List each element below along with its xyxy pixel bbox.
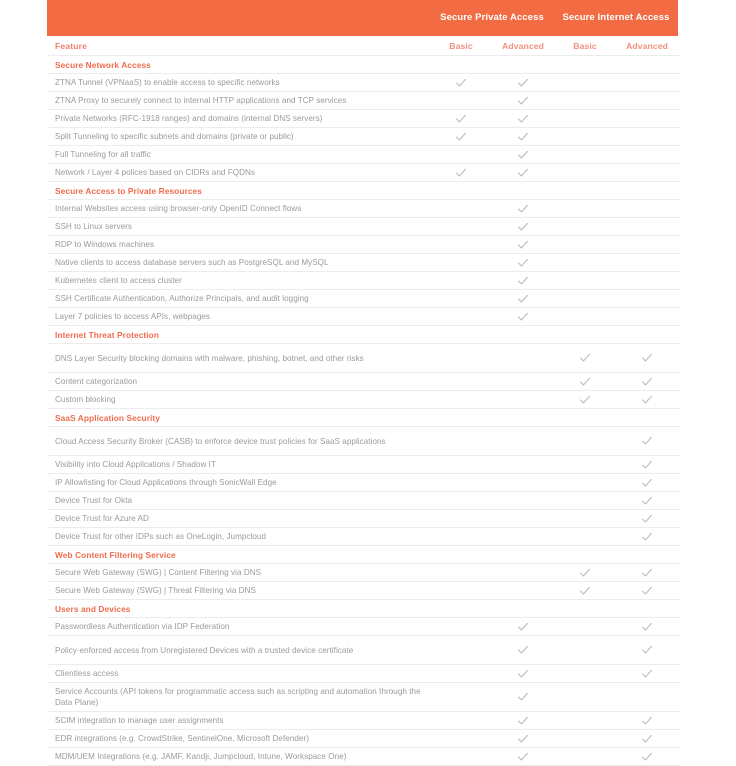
cell-spa-advanced [492, 149, 554, 161]
check-icon [641, 531, 653, 543]
check-icon [579, 376, 591, 388]
check-icon [517, 203, 529, 215]
check-icon [517, 77, 529, 89]
check-icon [455, 113, 467, 125]
feature-name: Private Networks (RFC-1918 ranges) and domains (internal DNS servers) [55, 114, 323, 123]
feature-name: SSH Certificate Authentication, Authorize Principals, and audit logging [55, 294, 309, 303]
group-header-secure-internet-access: Secure Internet Access [562, 12, 670, 24]
feature-name: ZTNA Proxy to securely connect to internal HTTP applications and TCP services [55, 96, 347, 105]
table-row [47, 254, 680, 272]
cell-spa-basic [430, 113, 492, 125]
cell-sia-advanced [616, 733, 678, 745]
table-row [47, 665, 680, 683]
feature-name: SSH to Linux servers [55, 222, 133, 231]
check-icon [641, 394, 653, 406]
feature-name: Custom blocking [55, 395, 116, 404]
feature-name: DNS Layer Security blocking domains with malware, phishing, botnet, and other risks [55, 353, 364, 363]
table-row [47, 74, 680, 92]
cell-spa-advanced [492, 691, 554, 703]
feature-name: EDR integrations (e.g. CrowdStrike, SentinelOne, Microsoft Defender) [55, 734, 309, 743]
table-row [47, 200, 680, 218]
cell-spa-basic [430, 77, 492, 89]
check-icon [641, 668, 653, 680]
cell-spa-advanced [492, 293, 554, 305]
table-row [47, 564, 680, 582]
feature-name: Internal Websites access using browser-only OpenID Connect flows [55, 204, 302, 213]
feature-name: RDP to Windows machines [55, 240, 155, 249]
check-icon [517, 167, 529, 179]
cell-spa-advanced [492, 167, 554, 179]
feature-name: Device Trust for Okta [55, 496, 133, 505]
table-row [47, 528, 680, 546]
section-heading: Secure Network Access [55, 59, 151, 70]
section-heading: Users and Devices [55, 603, 131, 614]
feature-name: Visibility into Cloud Applications / Shadow IT [55, 460, 216, 469]
cell-spa-basic [430, 131, 492, 143]
cell-sia-advanced [616, 668, 678, 680]
check-icon [579, 352, 591, 364]
table-row [47, 272, 680, 290]
check-icon [641, 495, 653, 507]
feature-name: Native clients to access database servers such as PostgreSQL and MySQL [55, 258, 329, 267]
table-row [47, 427, 680, 456]
cell-sia-advanced [616, 459, 678, 471]
cell-sia-basic [554, 394, 616, 406]
check-icon [641, 644, 653, 656]
cell-spa-advanced [492, 239, 554, 251]
cell-sia-advanced [616, 715, 678, 727]
table-row [47, 236, 680, 254]
feature-name: Service Accounts (API tokens for programmatic access such as scripting and automation through the Data Plane) [55, 687, 421, 707]
check-icon [517, 644, 529, 656]
cell-spa-advanced [492, 95, 554, 107]
cell-spa-advanced [492, 621, 554, 633]
feature-name: Kubernetes client to access cluster [55, 276, 182, 285]
feature-name: Passwordless Authentication via IDP Federation [55, 622, 230, 631]
check-icon [517, 691, 529, 703]
check-icon [517, 239, 529, 251]
feature-name: MDM/UEM Integrations (e.g. JAMF, Kandji, Jumpcloud, Intune, Workspace One) [55, 752, 347, 761]
cell-spa-advanced [492, 668, 554, 680]
section-heading: SaaS Application Security [55, 412, 161, 423]
table-row [47, 391, 680, 409]
table-row [47, 308, 680, 326]
feature-name: Secure Web Gateway (SWG) | Content Filtering via DNS [55, 568, 262, 577]
check-icon [641, 477, 653, 489]
feature-name: Network / Layer 4 polices based on CIDRs and FQDNs [55, 168, 255, 177]
column-header-spa-basic: Basic [449, 40, 473, 51]
table-row [47, 618, 680, 636]
table-column-header-row [47, 36, 680, 56]
cell-spa-basic [430, 167, 492, 179]
table-row [47, 110, 680, 128]
table-row [47, 712, 680, 730]
section-heading: Secure Access to Private Resources [55, 185, 202, 196]
check-icon [641, 621, 653, 633]
feature-name: Split Tunneling to specific subnets and domains (private or public) [55, 132, 294, 141]
cell-spa-advanced [492, 113, 554, 125]
check-icon [517, 131, 529, 143]
table-body [47, 56, 681, 766]
section-header-row [47, 326, 680, 344]
table-row [47, 290, 680, 308]
table-row [47, 510, 680, 528]
table-row [47, 582, 680, 600]
table-row [47, 218, 680, 236]
check-icon [641, 733, 653, 745]
table-row [47, 344, 680, 373]
cell-sia-advanced [616, 376, 678, 388]
feature-name: IP Allowlisting for Cloud Applications through SonicWall Edge [55, 478, 277, 487]
banner-feature-spacer [47, 0, 430, 36]
check-icon [517, 95, 529, 107]
cell-sia-advanced [616, 495, 678, 507]
check-icon [641, 715, 653, 727]
table-row [47, 146, 680, 164]
section-header-row [47, 600, 680, 618]
table-row [47, 683, 680, 712]
feature-comparison-table [47, 0, 681, 766]
section-header-row [47, 546, 680, 564]
feature-name: ZTNA Tunnel (VPNaaS) to enable access to specific networks [55, 78, 280, 87]
cell-sia-advanced [616, 751, 678, 763]
check-icon [517, 621, 529, 633]
table-row [47, 128, 680, 146]
table-row [47, 636, 680, 665]
column-header-feature: Feature [55, 40, 88, 51]
cell-sia-advanced [616, 585, 678, 597]
feature-name: Cloud Access Security Broker (CASB) to enforce device trust policies for SaaS applications [55, 436, 386, 446]
cell-sia-advanced [616, 567, 678, 579]
section-heading: Internet Threat Protection [55, 329, 160, 340]
cell-sia-advanced [616, 644, 678, 656]
cell-spa-advanced [492, 131, 554, 143]
column-header-sia-advanced: Advanced [626, 40, 668, 51]
check-icon [641, 459, 653, 471]
check-icon [455, 167, 467, 179]
check-icon [641, 513, 653, 525]
feature-name: Device Trust for Azure AD [55, 514, 149, 523]
feature-name: Content categorization [55, 377, 138, 386]
check-icon [517, 733, 529, 745]
feature-name: Full Tunneling for all traffic [55, 150, 151, 159]
check-icon [517, 149, 529, 161]
feature-name: Layer 7 policies to access APIs, webpages [55, 312, 211, 321]
feature-name: Device Trust for other IDPs such as OneLogin, Jumpcloud [55, 532, 267, 541]
cell-sia-advanced [616, 513, 678, 525]
cell-sia-advanced [616, 352, 678, 364]
check-icon [641, 435, 653, 447]
table-row [47, 373, 680, 391]
feature-name: Policy-enforced access from Unregistered Devices with a trusted device certificate [55, 645, 354, 655]
cell-spa-advanced [492, 733, 554, 745]
cell-spa-advanced [492, 203, 554, 215]
feature-name: SCIM integration to manage user assignments [55, 716, 224, 725]
cell-sia-basic [554, 376, 616, 388]
cell-sia-advanced [616, 531, 678, 543]
table-row [47, 456, 680, 474]
table-banner [47, 0, 678, 36]
cell-sia-basic [554, 585, 616, 597]
cell-spa-advanced [492, 257, 554, 269]
cell-spa-advanced [492, 715, 554, 727]
check-icon [641, 376, 653, 388]
check-icon [517, 275, 529, 287]
cell-sia-advanced [616, 394, 678, 406]
cell-sia-advanced [616, 477, 678, 489]
feature-name: Secure Web Gateway (SWG) | Threat Filtering via DNS [55, 586, 256, 595]
table-row [47, 492, 680, 510]
check-icon [579, 567, 591, 579]
check-icon [641, 567, 653, 579]
cell-sia-basic [554, 352, 616, 364]
feature-name: Clientless access [55, 669, 119, 678]
section-header-row [47, 56, 680, 74]
table-row [47, 474, 680, 492]
check-icon [641, 352, 653, 364]
check-icon [579, 394, 591, 406]
check-icon [579, 585, 591, 597]
cell-spa-advanced [492, 77, 554, 89]
check-icon [517, 668, 529, 680]
table-row [47, 92, 680, 110]
cell-spa-advanced [492, 221, 554, 233]
cell-spa-advanced [492, 275, 554, 287]
column-header-sia-basic: Basic [573, 40, 597, 51]
cell-spa-advanced [492, 311, 554, 323]
section-header-row [47, 182, 680, 200]
check-icon [517, 751, 529, 763]
check-icon [517, 715, 529, 727]
check-icon [641, 751, 653, 763]
check-icon [517, 113, 529, 125]
check-icon [641, 585, 653, 597]
cell-sia-advanced [616, 435, 678, 447]
table-row [47, 164, 680, 182]
check-icon [517, 311, 529, 323]
group-header-secure-private-access: Secure Private Access [440, 12, 544, 24]
table-row [47, 730, 680, 748]
check-icon [517, 221, 529, 233]
section-heading: Web Content Filtering Service [55, 549, 176, 560]
check-icon [455, 77, 467, 89]
check-icon [517, 293, 529, 305]
check-icon [517, 257, 529, 269]
cell-spa-advanced [492, 644, 554, 656]
check-icon [455, 131, 467, 143]
cell-spa-advanced [492, 751, 554, 763]
section-header-row [47, 409, 680, 427]
table-row [47, 748, 680, 766]
column-header-spa-advanced: Advanced [502, 40, 544, 51]
cell-sia-basic [554, 567, 616, 579]
cell-sia-advanced [616, 621, 678, 633]
